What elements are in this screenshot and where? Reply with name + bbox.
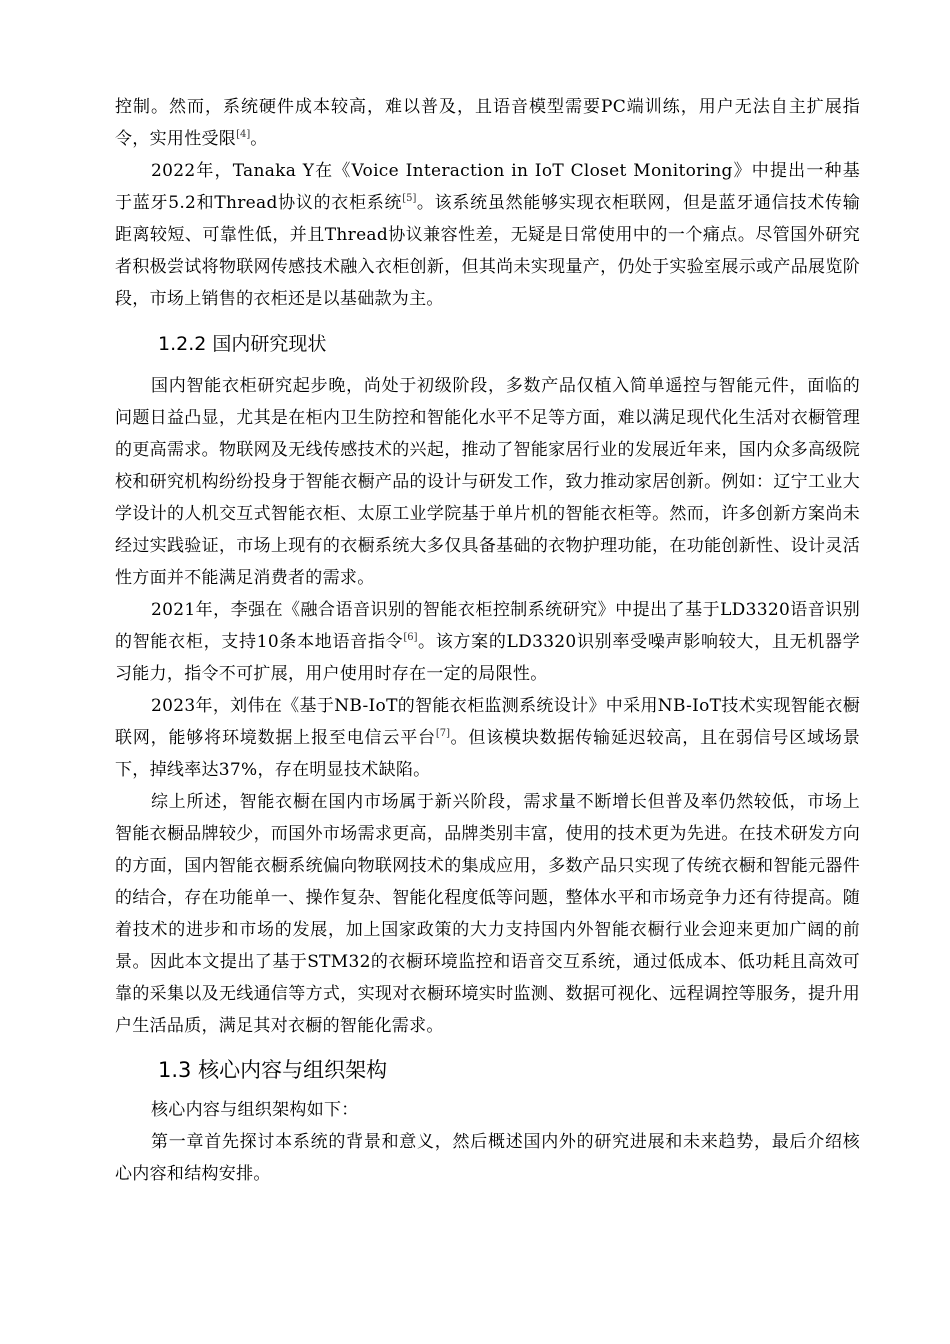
paragraph-text: 2023年，刘伟在《基于NB-IoT的智能衣柜监测系统设计》中采用NB-IoT技术实现智能衣橱联网，能够将环境数据上报至电信云平台 — [115, 696, 860, 748]
section-heading-1-2-2: 1.2.2 国内研究现状 — [158, 333, 327, 355]
paragraph-continued — [115, 91, 860, 155]
paragraph-text: 。 — [250, 129, 268, 149]
citation-5: [5] — [402, 193, 417, 204]
paragraph-li-qiang — [115, 594, 860, 690]
paragraph-summary: 综上所述，智能衣橱在国内市场属于新兴阶段，需求量不断增长但普及率仍然较低，市场上智能衣橱品牌较少，而国外市场需求更高，品牌类别丰富，使用的技术更为先进。在技术研发方向的方面，国内智能衣橱系统偏向物联网技术的集成应用，多数产品只实现了传统衣橱和智能元器件的结合，存在功能单一、操作复杂、智能化程度低等问题，整体水平和市场竞争力还有待提高。随着技术的进步和市场的发展，加上国家政策的大力支持国内外智能衣橱行业会迎来更加广阔的前景。因此本文提出了基于STM32的衣橱环境监控和语音交互系统，通过低成本、低功耗且高效可靠的采集以及无线通信等方式，实现对衣橱环境实时监测、数据可视化、远程调控等服务，提升用户生活品质，满足其对衣橱的智能化需求。 — [115, 792, 860, 1036]
citation-7: [7] — [435, 728, 451, 739]
paragraph-chapter-one: 第一章首先探讨本系统的背景和意义，然后概述国内外的研究进展和未来趋势，最后介绍核心内容和结构安排。 — [115, 1132, 860, 1184]
paragraph-text: 2021年，李强在《融合语音识别的智能衣柜控制系统研究》中提出了基于LD3320语音识别的智能衣柜，支持10条本地语音指令 — [115, 600, 860, 652]
paragraph-text: 控制。然而，系统硬件成本较高，难以普及，且语音模型需要PC端训练，用户无法自主扩展指令，实用性受限 — [115, 97, 860, 149]
paragraph-core-intro: 核心内容与组织架构如下： — [151, 1100, 359, 1120]
citation-4: [4] — [236, 129, 251, 140]
paragraph-text: 。该方案的LD3320识别率受噪声影响较大，且无机器学习能力，指令不可扩展，用户使用时存在一定的局限性。 — [115, 632, 860, 684]
paragraph-text: 。该系统虽然能够实现衣柜联网，但是蓝牙通信技术传输距离较短、可靠性低，并且Thread协议兼容性差，无疑是日常使用中的一个痛点。尽管国外研究者积极尝试将物联网传感技术融入衣柜创新，但其尚未实现量产，仍处于实验室展示或产品展览阶段，市场上销售的衣柜还是以基础款为主。 — [115, 193, 861, 309]
paragraph-domestic-overview: 国内智能衣柜研究起步晚，尚处于初级阶段，多数产品仅植入简单遥控与智能元件，面临的问题日益凸显，尤其是在柜内卫生防控和智能化水平不足等方面，难以满足现代化生活对衣橱管理的更高需求。物联网及无线传感技术的兴起，推动了智能家居行业的发展近年来，国内众多高级院校和研究机构纷纷投身于智能衣橱产品的设计与研发工作，致力推动家居创新。例如：辽宁工业大学设计的人机交互式智能衣柜、太原工业学院基于单片机的智能衣柜等。然而，许多创新方案尚未经过实践验证，市场上现有的衣橱系统大多仅具备基础的衣物护理功能，在功能创新性、设计灵活性方面并不能满足消费者的需求。 — [115, 376, 860, 588]
paragraph-text: 2022年，Tanaka Y在《Voice Interaction in IoT Closet Monitoring》中提出一种基于蓝牙5.2和Thread协议的衣柜系统 — [115, 161, 860, 213]
paragraph-text: 。但该模块数据传输延迟较高，且在弱信号区域场景下，掉线率达37%，存在明显技术缺陷。 — [115, 728, 860, 780]
section-heading-1-3: 1.3 核心内容与组织架构 — [158, 1058, 388, 1082]
paragraph-tanaka — [115, 155, 860, 315]
citation-6: [6] — [403, 632, 418, 643]
paragraph-liu-wei — [115, 690, 860, 786]
